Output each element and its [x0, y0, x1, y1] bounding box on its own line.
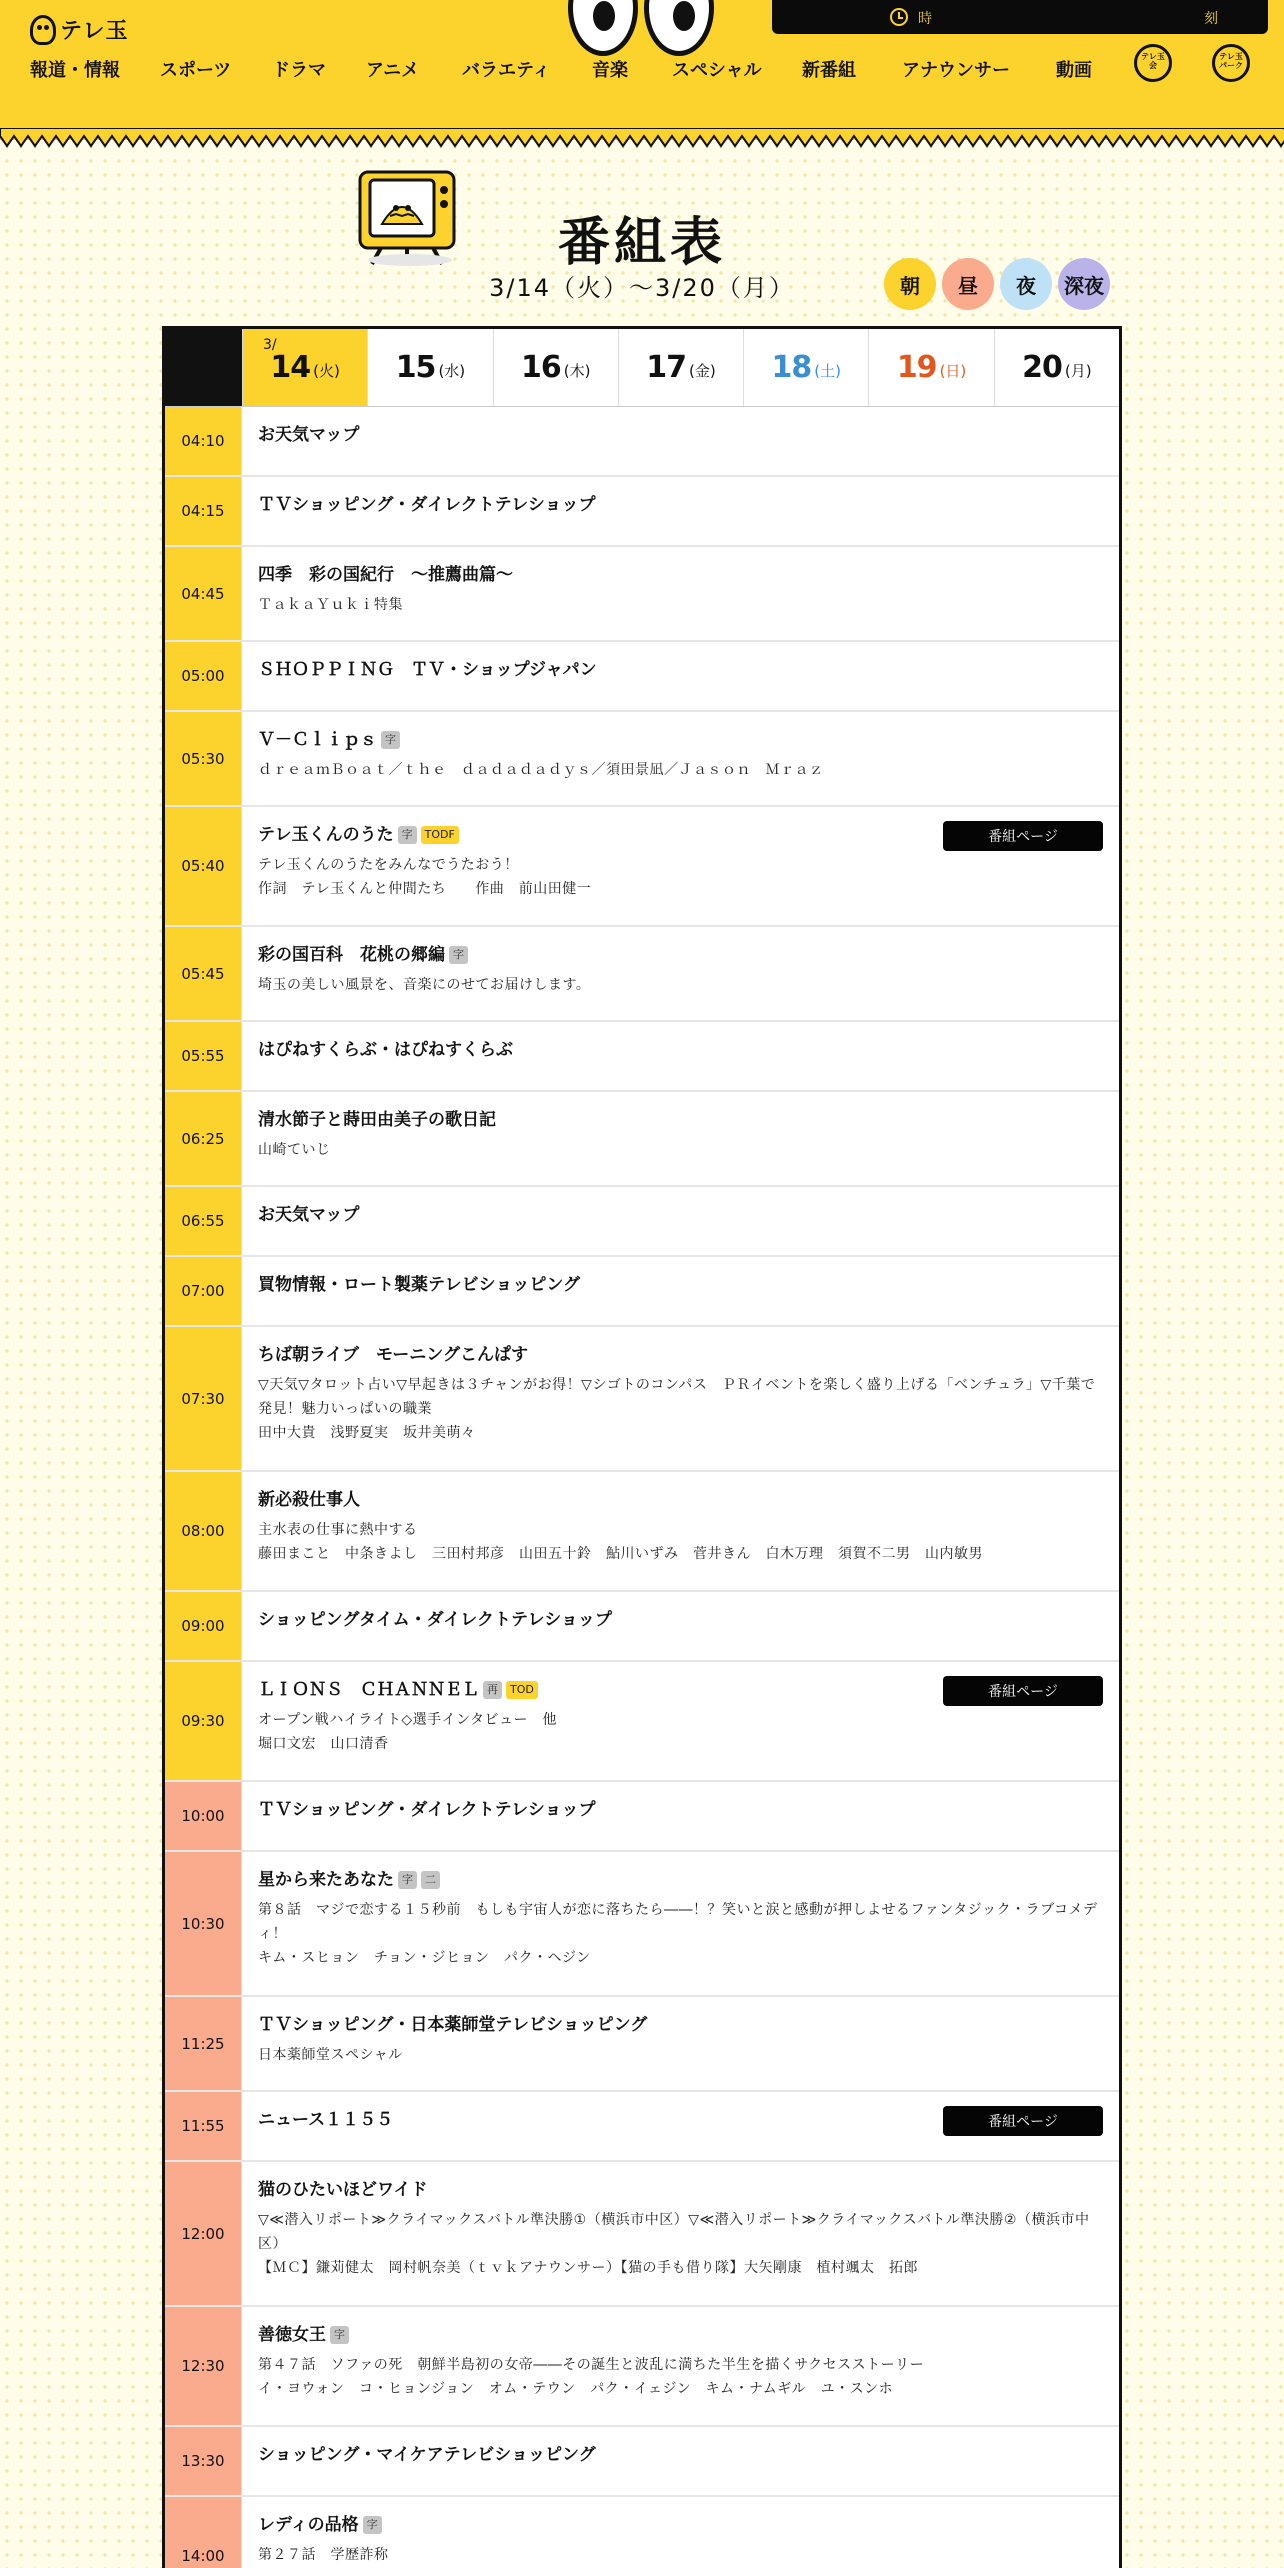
program-title-line — [258, 1488, 1103, 1512]
nav-item-3[interactable]: アニメ — [366, 60, 420, 81]
program-badge: 字 — [449, 946, 468, 964]
time-of-day-button-1[interactable]: 昼 — [942, 258, 994, 310]
program-description-line: 主水表の仕事に熱中する — [258, 1522, 418, 1538]
nav-item-2[interactable]: ドラマ — [272, 60, 326, 81]
program-info — [242, 2092, 1119, 2160]
program-time: 06:55 — [165, 1187, 242, 1255]
program-row — [165, 2307, 1119, 2427]
program-description — [258, 2208, 1103, 2280]
day-month: 3/ — [263, 337, 277, 353]
program-title-line — [258, 493, 1103, 517]
program-row — [165, 1662, 1119, 1782]
program-title[interactable]: 四季 彩の国紀行 ～推薦曲篇～ — [258, 565, 513, 585]
program-time: 10:00 — [165, 1782, 242, 1850]
tv-tama-park-label: テレ玉 パーク — [1219, 52, 1243, 70]
program-row — [165, 2497, 1119, 2568]
day-tab-14[interactable] — [242, 329, 367, 406]
nav-item-8[interactable]: アナウンサー — [902, 60, 1010, 81]
program-description-line: 堀口文宏 山口清香 — [258, 1736, 389, 1752]
program-time: 04:45 — [165, 547, 242, 640]
program-info — [242, 2162, 1119, 2305]
nav-item-4[interactable]: バラエティ — [462, 60, 551, 81]
day-weekday: (日) — [939, 362, 967, 380]
program-info — [242, 1997, 1119, 2090]
program-title[interactable]: ＳＨＯＰＰＩＮＧ ＴＶ・ショップジャパン — [258, 660, 597, 680]
program-description-line: キム・スヒョン チョン・ジヒョン パク・ヘジン — [258, 1950, 591, 1966]
nav-item-6[interactable]: スペシャル — [672, 60, 762, 81]
page-title: 番組表 — [557, 213, 726, 273]
program-title[interactable]: テレ玉くんのうた — [258, 825, 394, 845]
program-info — [242, 807, 1119, 925]
day-weekday: (水) — [438, 362, 466, 380]
program-description — [258, 2353, 1103, 2401]
day-weekday: (金) — [689, 362, 716, 380]
program-description-line: 第４７話 ソファの死 朝鮮半島初の女帝――その誕生と波乱に満ちた半生を描くサクセスストーリー — [258, 2357, 925, 2373]
program-time: 13:30 — [165, 2427, 242, 2495]
nav-item-1[interactable]: スポーツ — [160, 60, 232, 81]
program-page-button[interactable]: 番組ページ — [943, 821, 1103, 851]
program-row — [165, 1592, 1119, 1662]
day-tab-15[interactable] — [367, 329, 492, 406]
program-info — [242, 1592, 1119, 1660]
program-description-line: 山崎ていじ — [258, 1142, 331, 1158]
nav-item-7[interactable]: 新番組 — [802, 60, 856, 81]
program-title-line — [258, 2323, 1103, 2347]
program-row — [165, 1022, 1119, 1092]
program-info — [242, 1092, 1119, 1185]
program-time: 09:30 — [165, 1662, 242, 1780]
program-description — [258, 1898, 1103, 1970]
program-row — [165, 1092, 1119, 1187]
program-time: 14:00 — [165, 2497, 242, 2568]
time-of-day-button-2[interactable]: 夜 — [1000, 258, 1052, 310]
program-title-line — [258, 1343, 1103, 1367]
program-title-line — [258, 1038, 1103, 1062]
program-title[interactable]: ＴＶショッピング・ダイレクトテレショップ — [258, 495, 596, 515]
program-description — [258, 973, 1103, 997]
program-row — [165, 642, 1119, 712]
program-badge: 字 — [398, 1871, 417, 1889]
program-description — [258, 1518, 1103, 1566]
program-title-line — [258, 1203, 1103, 1227]
program-row — [165, 1257, 1119, 1327]
program-schedule — [162, 326, 1122, 2568]
program-time: 05:00 — [165, 642, 242, 710]
program-info — [242, 1782, 1119, 1850]
day-tab-16[interactable] — [493, 329, 618, 406]
program-row — [165, 477, 1119, 547]
day-weekday: (木) — [563, 362, 591, 380]
program-time: 05:30 — [165, 712, 242, 805]
program-title-line — [258, 2443, 1103, 2467]
program-time: 11:55 — [165, 2092, 242, 2160]
program-title-line — [258, 943, 1103, 967]
program-title[interactable]: ショッピングタイム・ダイレクトテレショップ — [258, 1610, 612, 1630]
program-title[interactable]: 猫のひたいほどワイド — [258, 2180, 428, 2200]
nav-item-0[interactable]: 報道・情報 — [30, 60, 120, 81]
program-info — [242, 477, 1119, 545]
program-title-line — [258, 1108, 1103, 1132]
program-description-line: 【ＭＣ】鎌苅健太 岡村帆奈美（ｔｖｋアナウンサー）【猫の手も借り隊】大矢剛康 植村颯太 拓郎 — [258, 2260, 918, 2276]
program-info — [242, 642, 1119, 710]
program-title[interactable]: 星から来たあなた — [258, 1870, 394, 1890]
program-description-line: 第８話 マジで恋する１５秒前 もしも宇宙人が恋に落ちたら――！？笑いと涙と感動が押しよせるファンタジック・ラブコメディ！ — [258, 1902, 1098, 1942]
program-title-line — [258, 563, 1103, 587]
program-title-line — [258, 1798, 1103, 1822]
program-time: 04:10 — [165, 407, 242, 475]
program-description — [258, 1373, 1103, 1445]
day-weekday: (火) — [313, 362, 340, 380]
program-row — [165, 1187, 1119, 1257]
program-badge: TODF — [421, 826, 459, 844]
day-header-corner — [165, 329, 242, 406]
program-description-line: 埼玉の美しい風景を、音楽にのせてお届けします。 — [258, 977, 591, 993]
program-time: 04:15 — [165, 477, 242, 545]
program-badge: 二 — [421, 1871, 440, 1889]
program-badge: 再 — [483, 1681, 502, 1699]
program-title[interactable]: 善徳女王 — [258, 2325, 326, 2345]
program-info — [242, 1327, 1119, 1470]
clock-icon — [890, 8, 908, 26]
program-description — [258, 593, 1103, 617]
day-tabs — [165, 329, 1119, 407]
program-title-line — [258, 2513, 1103, 2537]
mascot-eyes-icon — [568, 0, 718, 60]
program-title[interactable]: ちば朝ライブ モーニングこんぱす — [258, 1345, 528, 1365]
program-row — [165, 547, 1119, 642]
program-time: 05:55 — [165, 1022, 242, 1090]
time-of-day-button-3[interactable]: 深夜 — [1058, 258, 1110, 310]
tv-tama-kai-icon[interactable] — [1134, 44, 1172, 82]
day-number: 16 — [520, 350, 561, 385]
program-badge: 字 — [381, 731, 400, 749]
day-tab-20[interactable] — [994, 329, 1119, 406]
program-title[interactable]: ニュース１１５５ — [258, 2110, 394, 2130]
program-info — [242, 712, 1119, 805]
program-description-line: 藤田まこと 中条きよし 三田村邦彦 山田五十鈴 鮎川いずみ 菅井きん 白木万理 須賀不二男 山内敏男 — [258, 1546, 983, 1562]
program-page-button[interactable]: 番組ページ — [943, 2106, 1103, 2136]
time-of-day-button-0[interactable]: 朝 — [884, 258, 936, 310]
program-info — [242, 1472, 1119, 1590]
day-number: 15 — [395, 350, 436, 385]
program-time: 07:30 — [165, 1327, 242, 1470]
mascot-logo-icon — [30, 15, 56, 45]
header-zigzag-edge — [0, 128, 1284, 150]
day-weekday: (月) — [1064, 362, 1092, 380]
program-info — [242, 547, 1119, 640]
program-info — [242, 407, 1119, 475]
program-description-line: ｄｒｅａｍＢｏａｔ／ｔｈｅ ｄａｄａｄａｄｙｓ／須田景凪／Ｊａｓｏｎ Ｍｒａｚ — [258, 762, 824, 778]
program-description-line: ＴａｋａＹｕｋｉ特集 — [258, 597, 403, 613]
program-title[interactable]: Ｖ－Ｃｌｉｐｓ — [258, 730, 377, 750]
program-row — [165, 712, 1119, 807]
clock-text-left: 時 — [918, 11, 932, 27]
program-description-line: イ・ヨウォン コ・ヒョンジョン オム・テウン パク・イェジン キム・ナムギル ユ・スンホ — [258, 2381, 894, 2397]
nav-item-9[interactable]: 動画 — [1056, 60, 1092, 81]
program-description — [258, 758, 1103, 782]
program-title[interactable]: 彩の国百科 花桃の郷編 — [258, 945, 445, 965]
program-title-line — [258, 1273, 1103, 1297]
program-title[interactable]: ＴＶショッピング・ダイレクトテレショップ — [258, 1800, 596, 1820]
program-description-line: テレ玉くんのうたをみんなでうたおう！ — [258, 857, 519, 873]
day-number: 14 — [270, 350, 311, 385]
program-description — [258, 1138, 1103, 1162]
program-time: 08:00 — [165, 1472, 242, 1590]
program-description-line: 作詞 テレ玉くんと仲間たち 作曲 前山田健一 — [258, 881, 592, 897]
program-title[interactable]: 新必殺仕事人 — [258, 1490, 360, 1510]
program-description-line: オープン戦ハイライト◇選手インタビュー 他 — [258, 1712, 558, 1728]
program-info — [242, 1187, 1119, 1255]
day-number: 20 — [1022, 350, 1062, 385]
nav-item-5[interactable]: 音楽 — [592, 60, 628, 81]
program-title-line — [258, 658, 1103, 682]
clock-text-right: 刻 — [1204, 11, 1218, 27]
program-row — [165, 1997, 1119, 2092]
program-time: 10:30 — [165, 1852, 242, 1995]
program-list — [165, 407, 1119, 2568]
program-info — [242, 1022, 1119, 1090]
program-title-line — [258, 728, 1103, 752]
day-weekday: (土) — [814, 362, 841, 380]
program-title[interactable]: 清水節子と蒔田由美子の歌日記 — [258, 1110, 496, 1130]
site-logo[interactable] — [30, 14, 129, 45]
day-tab-19[interactable] — [868, 329, 993, 406]
program-title[interactable]: ＬＩＯＮＳ ＣＨＡＮＮＥＬ — [258, 1680, 479, 1700]
program-badge: 字 — [330, 2326, 349, 2344]
program-title-line — [258, 423, 1103, 447]
program-title-line — [258, 1608, 1103, 1632]
program-page-button[interactable]: 番組ページ — [943, 1676, 1103, 1706]
program-badge: TOD — [506, 1681, 538, 1699]
program-info — [242, 927, 1119, 1020]
program-row — [165, 807, 1119, 927]
program-info — [242, 2427, 1119, 2495]
program-title[interactable]: 買物情報・ロート製薬テレビショッピング — [258, 1275, 580, 1295]
program-badge: 字 — [363, 2516, 382, 2534]
program-time: 09:00 — [165, 1592, 242, 1660]
program-info — [242, 1852, 1119, 1995]
program-description — [258, 853, 1103, 901]
date-range: 3/14（火）〜3/20（月） — [489, 274, 795, 302]
day-number: 18 — [771, 350, 812, 385]
program-time: 11:25 — [165, 1997, 242, 2090]
program-description — [258, 2543, 1103, 2567]
program-description — [258, 2043, 1103, 2067]
program-info — [242, 1257, 1119, 1325]
program-time: 12:30 — [165, 2307, 242, 2425]
program-row — [165, 927, 1119, 1022]
program-title-line — [258, 1868, 1103, 1892]
program-time: 07:00 — [165, 1257, 242, 1325]
logo-text: テレ玉 — [60, 19, 129, 44]
program-info — [242, 1662, 1119, 1780]
program-description-line: ▽≪潜入リポート≫クライマックスバトル準決勝①（横浜市中区）▽≪潜入リポート≫クライマックスバトル準決勝②（横浜市中区） — [258, 2212, 1090, 2252]
program-time: 05:40 — [165, 807, 242, 925]
program-description-line: ▽天気▽タロット占い▽早起きは３チャンがお得！▽シゴトのコンパス ＰＲイベントを楽しく盛り上げる「ベンチュラ」▽千葉で発見！魅力いっぱいの職業 — [258, 1377, 1096, 1417]
program-description-line: 第２７話 学歴詐称 — [258, 2547, 389, 2563]
program-title-line — [258, 2178, 1103, 2202]
time-of-day-switcher — [884, 258, 1110, 310]
program-row — [165, 2162, 1119, 2307]
program-title-line — [258, 2013, 1103, 2037]
program-description — [258, 1708, 1103, 1756]
program-title[interactable]: レディの品格 — [258, 2515, 359, 2535]
program-title[interactable]: ＴＶショッピング・日本薬師堂テレビショッピング — [258, 2015, 648, 2035]
program-row — [165, 1472, 1119, 1592]
program-row — [165, 2427, 1119, 2497]
program-row — [165, 1327, 1119, 1472]
program-time: 06:25 — [165, 1092, 242, 1185]
tv-tama-park-icon[interactable] — [1212, 44, 1250, 82]
program-title[interactable]: ショッピング・マイケアテレビショッピング — [258, 2445, 596, 2465]
program-title[interactable]: お天気マップ — [258, 425, 360, 445]
program-time: 12:00 — [165, 2162, 242, 2305]
program-row — [165, 2092, 1119, 2162]
program-description-line: 田中大貴 浅野夏実 坂井美萌々 — [258, 1425, 476, 1441]
program-title[interactable]: お天気マップ — [258, 1205, 360, 1225]
program-row — [165, 1782, 1119, 1852]
day-number: 17 — [646, 350, 686, 385]
day-tab-17[interactable] — [618, 329, 743, 406]
program-row — [165, 407, 1119, 477]
program-badge: 字 — [398, 826, 417, 844]
program-time: 05:45 — [165, 927, 242, 1020]
program-title[interactable]: はぴねすくらぶ・はぴねすくらぶ — [258, 1040, 513, 1060]
clock-bar — [772, 0, 1268, 34]
program-description-line: 日本薬師堂スペシャル — [258, 2047, 403, 2063]
tv-tama-kai-label: テレ玉 会 — [1141, 52, 1165, 70]
program-row — [165, 1852, 1119, 1997]
day-tab-18[interactable] — [743, 329, 868, 406]
program-info — [242, 2307, 1119, 2425]
day-number: 19 — [896, 350, 937, 385]
program-info — [242, 2497, 1119, 2568]
